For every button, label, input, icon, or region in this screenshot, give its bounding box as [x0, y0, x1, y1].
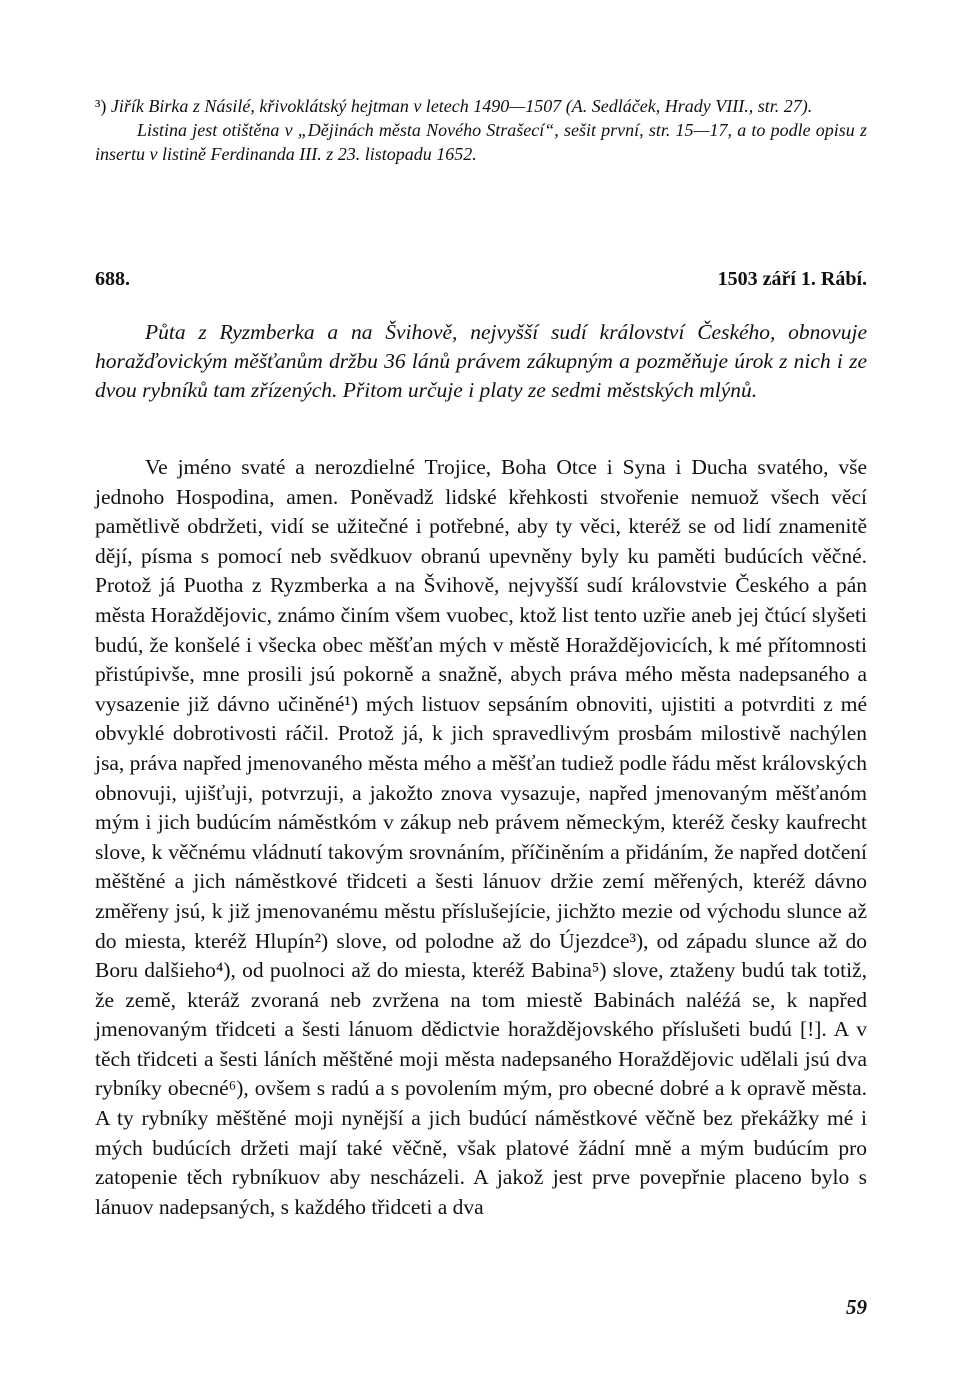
footnote-line-2: Listina jest otištěna v „Dějinách města Nového Strašecí“, sešit první, str. 15—17, a to podle opisu z insertu v listině Ferdinanda III. z 23. listopadu 1652. [95, 120, 867, 164]
footnote-text-1: Jiřík Birka z Násilé, křivoklátský hejtman v letech 1490—1507 (A. Sedláček, Hrady VIII., str. 27). [110, 96, 813, 116]
entry-number: 688. [95, 268, 130, 290]
footnote-line-1 [95, 94, 867, 118]
regest-summary: Půta z Ryzmberka a na Švihově, nejvyšší sudí království Českého, obnovuje horažďovickým měšťanům držbu 36 lánů právem zákupným a pozměňuje úrok z nich i ze dvou rybníků tam zřízených. Přitom určuje i platy ze sedmi městských mlýnů. [95, 320, 867, 402]
entry-header [95, 264, 867, 294]
footnote [95, 94, 867, 166]
charter-text: Ve jméno svaté a nerozdielné Trojice, Boha Otce i Syna i Ducha svatého, vše jednoho Hospodina, amen. Poněvadž lidské křehkosti stvořenie nemuož všech věcí pamětlivě obdržeti, vidí se užitečné i potřebné, aby ty věci, kteréž se od lidí znamenitě dějí, písma s pomocí neb svědkuov obranú upevněny byly ku paměti budúcích věčné. Protož já Puotha z Ryzmberka a na Švihově, nejvyšší sudí královstvie Českého a pán města Horaždějovic, známo činím všem vuobec, ktož list tento uzřie aneb jej čtúcí slyšeti budú, že konšelé i všecka obec měšťan mých v městě Horaždějovicích, k mé přítomnosti přistúpivše, mne prosili jsú pokorně a snažně, abych práva mého města nadepsaného a vysazenie již dávno učiněné¹) mých listuov sepsáním obnoviti, ujistiti a potvrditi z mé obvyklé dobrotivosti ráčil. Protož já, k jich spravedlivým prosbám milostivě nachýlen jsa, práva napřed jmenovaného města mého a měšťan tudiež podle řádu měst královských obnovuji, ujišťuji, potvrzuji, a jakožto znova vysazuje, napřed jmenovaným měšťanóm mým i jich budúcím náměstkóm v zákup neb právem německým, kteréž česky kaufrecht slove, k věčnému vládnutí takovým srovnáním, příčiněním a přidáním, že napřed dotčení měštěné a jich náměstkové třidceti a šesti lánuov držie zemí měřených, kteréž dávno změřeny jsú, k již jmenovanému městu příslušejície, jichžto mezie od východu slunce až do miesta, kteréž Hlupín²) slove, od polodne až do Újezdce³), od západu slunce až do Boru dalšieho⁴), od puolnoci až do miesta, kteréž Babina⁵) slove, ztaženy budú tak totiž, že země, kteráž zvoraná neb zvržena na tom miestě Babinách naléźá se, k napřed jmenovaným třidceti a šesti lánuom dědictvie horaždějovského příslušeti budú [!]. A v těch třidceti a šesti láních měštěné moji města nadepsaného Horaždějovic udělali jsú dva rybníky obecné⁶), ovšem s radú a s povolením mým, pro obecné dobré a k opravě města. A ty rybníky měštěné moji nynější a jich budúcí náměstkové věčně bez překážky mé i mých budúcích držeti mají také věčně, však platové žádní mně a mým budúcím pro zatopenie těch rybníkuov aby nescházeli. A jakož jest prve povepřnie placeno bylo s lánuov nadepsaných, s každého třidceti a dva [95, 455, 867, 1219]
footnote-marker: ³) [95, 96, 107, 116]
page-number: 59 [846, 1295, 867, 1319]
entry-date-place: 1503 září 1. Rábí. [717, 268, 867, 290]
